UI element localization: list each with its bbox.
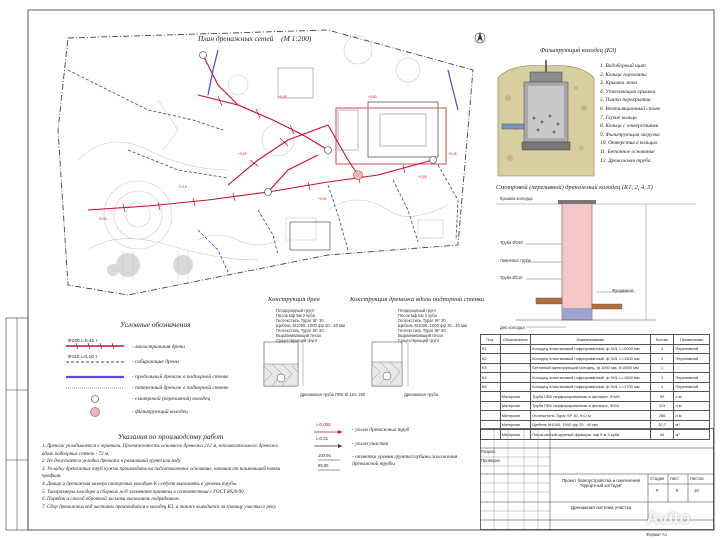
filter-well-item: 11. Бетонное основание: [600, 148, 655, 155]
filter-well-item: 7. Глухие кольца: [600, 114, 637, 121]
symbol-pipe-slope: - уклон дренажных труб: [352, 427, 410, 433]
cell: Материал: [500, 430, 531, 440]
header-pos: Поз.: [481, 335, 501, 345]
cell: Песок мытый крупный фракции, мф 5 м 3 куба: [531, 430, 651, 440]
layer-label: Геотекстиль Тураг SF 30: [276, 318, 324, 323]
cell: К4: [481, 373, 501, 383]
instruction-line: вдоль подпорных стенок - 72 м.: [42, 451, 110, 457]
project-name: Проект благоустройства и озеленения "Курортный коттедж": [561, 478, 641, 489]
wall-caption: Дренажная труба: [404, 392, 438, 397]
north-arrow: [475, 32, 485, 43]
cell: 1: [650, 363, 674, 373]
cell: [500, 373, 531, 383]
legend-filter-well: - фильтрующий колодец: [132, 409, 188, 415]
instruction-line: 4. Днище и дренажная камера смотровых колодцев К следует выполнять в уровень трубы.: [42, 481, 238, 487]
wall-layers: [398, 308, 478, 343]
layer-label: Существующий грунт: [398, 338, 440, 343]
instruction-line: 5. Типоразмеры колодцев и сборных ж/б элементов приняты в соответствии с ГОСТ 8020-90.: [42, 489, 245, 495]
plan-title: План дренажных сетей (М 1:200): [198, 34, 312, 43]
table-row: [481, 373, 710, 383]
cell: м³: [674, 420, 710, 430]
instruction-line: 6. Порядок и способ обратной засыпки выполнить подрядчиком.: [42, 497, 180, 503]
sheet-value: 9: [676, 488, 679, 493]
table-row: [481, 401, 710, 411]
elevation-sample-top: 100,95: [318, 453, 331, 458]
cell: Переливной: [674, 354, 710, 364]
instruction-line: профиля.: [42, 474, 62, 480]
cell: 32,7: [650, 420, 674, 430]
cell: [481, 401, 501, 411]
table-header-row: [481, 335, 710, 345]
filter-well-item: 9. Фильтрующая загрузка: [600, 131, 660, 138]
filter-well-item: 2. Кольца горловины: [600, 71, 647, 78]
sheet-name: Дренажная система участка: [570, 505, 632, 510]
cell: Материал: [500, 420, 531, 430]
site-plan: [28, 10, 488, 310]
cell: [481, 411, 501, 421]
well-label-pipe160: Труба Ø160: [500, 240, 523, 245]
cell: Переливной: [674, 382, 710, 392]
legend-collector: - собирающие дрены: [132, 359, 180, 365]
filter-well-item: 10. Отверстия в кольцах: [600, 140, 658, 147]
layer-label: Геотекстиль Тураг SF 30: [398, 328, 446, 333]
filter-well-drawing: [496, 58, 596, 180]
filter-well-legend: [600, 62, 710, 165]
main-drain-lines: [88, 55, 433, 210]
table-row: [481, 392, 710, 402]
symbol-site-slope: - уклон участка: [352, 441, 389, 447]
layer-label: Выравнивающий песок: [276, 333, 322, 338]
instruction-line: 3. Укладку дренажных труб нужно производить на подготовленное основание, начиная от наименьшей точки: [42, 466, 281, 472]
layer-label: Плодородный грунт: [398, 308, 437, 313]
legend-label-f160: Ф160 i=0,42 т: [68, 339, 98, 344]
wall-drain-trench-section: [368, 340, 418, 390]
header-designation: Обозначение: [500, 335, 531, 345]
svg-text:+0,55: +0,55: [418, 175, 427, 179]
svg-text:+0,45: +0,45: [448, 152, 457, 156]
svg-text:+0,80: +0,80: [238, 152, 247, 156]
legend-title: Условные обозначения: [120, 320, 191, 329]
cell: 99: [650, 392, 674, 402]
cell: 1: [650, 373, 674, 383]
role-checker: Проверил: [481, 458, 501, 463]
layer-label: Плодородный грунт: [276, 308, 315, 313]
cell: [674, 363, 710, 373]
cell: Материал: [500, 411, 531, 421]
stage-value: Р: [656, 488, 659, 493]
inspection-well-drawing: [496, 194, 696, 334]
sheets-value: 16: [694, 488, 699, 493]
instructions-title: Указания по производству работ: [118, 432, 224, 441]
cell: 44: [650, 430, 674, 440]
legend-long-wall: - продольный дренаж в подпорной стенке: [132, 374, 229, 380]
legend-main-drain: - магистральная дрена: [132, 344, 185, 350]
symbol-elevation: - отметка уровня грунта/глубины заложения дренажной трубы: [352, 454, 458, 467]
role-developer: Разраб.: [481, 449, 497, 454]
drain-trench-section: [258, 340, 318, 390]
filter-well-item: 5. Плита перекрытия: [600, 97, 651, 104]
cell: К3: [481, 363, 501, 373]
well-label-cover: Крышка колодца: [500, 196, 533, 201]
svg-text:+1,15: +1,15: [178, 185, 187, 189]
filter-well-item: 1. Водоборный щит: [600, 63, 646, 69]
cell: Труба ПВХ перфорированная в фильтре, Ф110: [531, 401, 651, 411]
cell: Колодец пластиковый гофрированный, ф 315, L=1500 мм: [531, 354, 651, 364]
cell: 1: [650, 382, 674, 392]
cell: Геотекстиль Тураг SF 30, h=2 м: [531, 411, 651, 421]
cell: Колодец пластиковый гофрированный, ф 315, L=2000 мм: [531, 344, 651, 354]
inspection-wells: [200, 52, 437, 196]
cell: [500, 363, 531, 373]
layer-label: Щебень М1000, 1000 фр 20...40 мм: [276, 323, 345, 328]
table-row: [481, 411, 710, 421]
cell: К2: [481, 354, 501, 364]
table-row: [481, 363, 710, 373]
cell: [481, 392, 501, 402]
cell: Переливной: [674, 344, 710, 354]
cell: Труба ПВХ перфорированная в фильтре, Ф160: [531, 392, 651, 402]
cell: К5: [481, 382, 501, 392]
filter-well-item: 4. Утепляющая крышка: [600, 88, 656, 95]
cell: п.м: [674, 392, 710, 402]
inspection-well-title: Смотровой (переливной) дренажный колодец (К1, 2, 4, 5): [496, 184, 653, 191]
layer-label: Геотекстиль Тураг SF 30: [398, 318, 446, 323]
wall-drain-lines: [208, 50, 458, 110]
layer-label: Существующий грунт: [276, 338, 318, 343]
instruction-line: 2. Не допускается укладка дренажа в размокший грунт или воду: [42, 459, 181, 465]
cell: [500, 344, 531, 354]
drain-construction-title: Конструкция дрен: [268, 296, 320, 303]
legend-inspection-well: - смотровой (переливной) колодец: [132, 396, 211, 402]
sheet-header: Лист: [670, 476, 680, 481]
cell: Материал: [500, 392, 531, 402]
cell: Бетонный фильтрующий колодец, ф 1000 мм, h=2800 мм: [531, 363, 651, 373]
cell: 1: [650, 354, 674, 364]
filter-well-item: 6. Вентиляционный стояк: [600, 105, 661, 112]
cell: Колодец пластиковый гофрированный, ф 315, L=1700 мм: [531, 382, 651, 392]
instruction-line: 1. Дренаж укладывается в траншеи. Протяженность основного дренажа 212 м, вспомогательного дренажа: [42, 444, 279, 449]
legend-label-f110: Ф110 i=0,16 т: [68, 355, 98, 360]
cell: Колодец пластиковый гофрированный, ф 315, L=1500 мм: [531, 373, 651, 383]
layer-label: Песок мф 5м 3 куба: [276, 313, 315, 318]
collector-drain-lines: [68, 70, 458, 272]
slope-pipe-sample: i=0,005: [316, 422, 331, 427]
header-name: Наименование: [531, 335, 651, 345]
stage-header: Стадия: [650, 476, 665, 481]
filter-well-item: 3. Крышка люка: [600, 80, 638, 87]
filter-well-title: Фильтрующий колодец (К3): [540, 47, 617, 54]
filter-well-marker: [354, 171, 363, 180]
slope-site-sample: i=0,01: [316, 436, 329, 441]
avito-watermark: Avito: [646, 508, 691, 528]
svg-text:+0,90: +0,90: [318, 197, 327, 201]
well-label-bottom: Дно колодца: [500, 325, 525, 330]
drain-caption: Дренажная труба ПВХ Ø 110, 160: [300, 392, 366, 397]
svg-text:+0,00: +0,00: [278, 95, 287, 99]
cell: [500, 354, 531, 364]
well-label-foundation: Фундамент: [612, 288, 634, 293]
format-label: Формат А1: [646, 532, 668, 537]
layer-label: Геотекстиль Тураг SF 30: [276, 328, 324, 333]
legend-cross-wall: - поперечный дренаж в подпорной стенке: [132, 385, 229, 391]
wall-drain-construction-title: Конструкция дренажа вдоль подпорной стенки: [350, 296, 485, 303]
table-row: [481, 354, 710, 364]
header-qty: Кол-во: [650, 335, 674, 345]
cell: м³: [674, 430, 710, 440]
instructions-list: [42, 443, 334, 511]
layer-label: Щебень М1000, 1000 фр 20...40 мм: [398, 323, 467, 328]
header-note: Примечание: [674, 335, 710, 345]
cell: 1: [650, 344, 674, 354]
sheets-header: Листов: [690, 476, 704, 481]
table-row: [481, 382, 710, 392]
filter-well-item: 8. Кольца с отверстиями: [600, 123, 659, 130]
drain-layers: [276, 308, 356, 343]
well-label-storm: Ливневая труба: [500, 258, 531, 263]
cell: К1: [481, 344, 501, 354]
layer-label: Выравнивающий песок: [398, 333, 444, 338]
cell: п.м: [674, 401, 710, 411]
filter-well-item: 12. Дренажная труба: [600, 157, 651, 164]
specification-table: [480, 334, 710, 440]
cell: Материал: [500, 401, 531, 411]
layer-label: Песок мф 5м 3 куба: [398, 313, 437, 318]
well-label-pipe110: Труба Ø110: [500, 275, 523, 280]
instruction-line: 7. Сбор дренажных вод частично производится в колодец К3, а также выводится за границу участка в реку.: [42, 504, 277, 510]
cell: Щебень М1000, 1000 фр 20...40 мм: [531, 420, 651, 430]
svg-text:+0,60: +0,60: [368, 95, 377, 99]
table-row: [481, 344, 710, 354]
cell: [500, 382, 531, 392]
elevation-sample-bottom: 99,85: [318, 463, 329, 468]
cell: Переливной: [674, 373, 710, 383]
cell: 286: [650, 411, 674, 421]
cell: 113: [650, 401, 674, 411]
cell: п.м: [674, 411, 710, 421]
svg-text:+0,40: +0,40: [98, 217, 107, 221]
